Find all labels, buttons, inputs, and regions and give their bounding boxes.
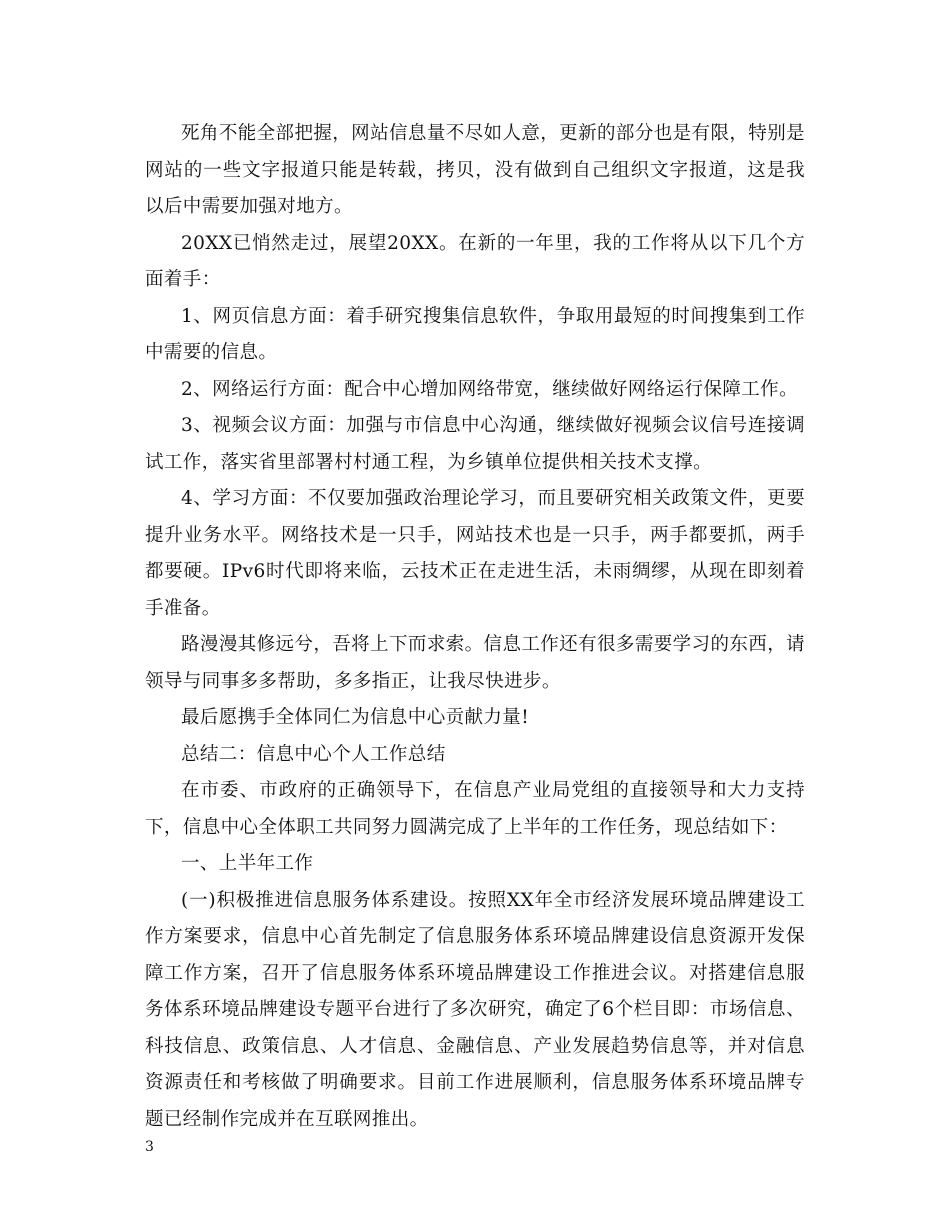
section-heading-first-half: 一、上半年工作 — [181, 853, 314, 874]
document-body — [145, 116, 805, 1138]
paragraph-continuation: 死角不能全部把握，网站信息量不尽如人意，更新的部分也是有限，特别是网站的一些文字报道只能是转载，拷贝，没有做到自己组织文字报道，这是我以后中需要加强对地方。 — [145, 123, 805, 217]
paragraph-item-network-operation: 2、网络运行方面：配合中心增加网络带宽，继续做好网络运行保障工作。 — [181, 378, 798, 400]
paragraph-outlook: 20XX已悄然走过，展望20XX。在新的一年里，我的工作将从以下几个方面着手： — [145, 232, 805, 290]
paragraph-summary-intro: 在市委、市政府的正确领导下，在信息产业局党组的直接领导和大力支持下，信息中心全体职工共同努力圆满完成了上半年的工作任务，现总结如下： — [145, 780, 805, 838]
paragraph-item-webpage-info: 1、网页信息方面：着手研究搜集信息软件，争取用最短的时间搜集到工作中需要的信息。 — [145, 305, 805, 363]
paragraph-item-learning: 4、学习方面：不仅要加强政治理论学习，而且要研究相关政策文件，更要提升业务水平。网络技术是一只手，网站技术也是一只手，两手都要抓，两手都要硬。IPv6时代即将来临，云技术正在走进生活，未雨绸缪，从现在即刻着手准备。 — [145, 488, 805, 619]
paragraph-service-system: (一)积极推进信息服务体系建设。按照XX年全市经济发展环境品牌建设工作方案要求，信息中心首先制定了信息服务体系环境品牌建设信息资源开发保障工作方案，召开了信息服务体系环境品牌建设工作推进会议。对搭建信息服务体系环境品牌建设专题平台进行了多次研究，确定了6个栏目即：市场信息、科技信息、政策信息、人才信息、金融信息、产业发展趋势信息等，并对信息资源责任和考核做了明确要求。目前工作进展顺利，信息服务体系环境品牌专题已经制作完成并在互联网推出。 — [145, 889, 805, 1130]
paragraph-item-video-conference: 3、视频会议方面：加强与市信息中心沟通，继续做好视频会议信号连接调试工作，落实省里部署村村通工程，为乡镇单位提供相关技术支撑。 — [145, 415, 805, 473]
page-number: 3 — [145, 1139, 154, 1155]
paragraph-closing-wish: 最后愿携手全体同仁为信息中心贡献力量! — [181, 707, 530, 728]
paragraph-closing-quote: 路漫漫其修远兮，吾将上下而求索。信息工作还有很多需要学习的东西，请领导与同事多多帮助，多多指正，让我尽快进步。 — [145, 634, 805, 692]
section-heading-summary-two: 总结二：信息中心个人工作总结 — [181, 743, 446, 765]
